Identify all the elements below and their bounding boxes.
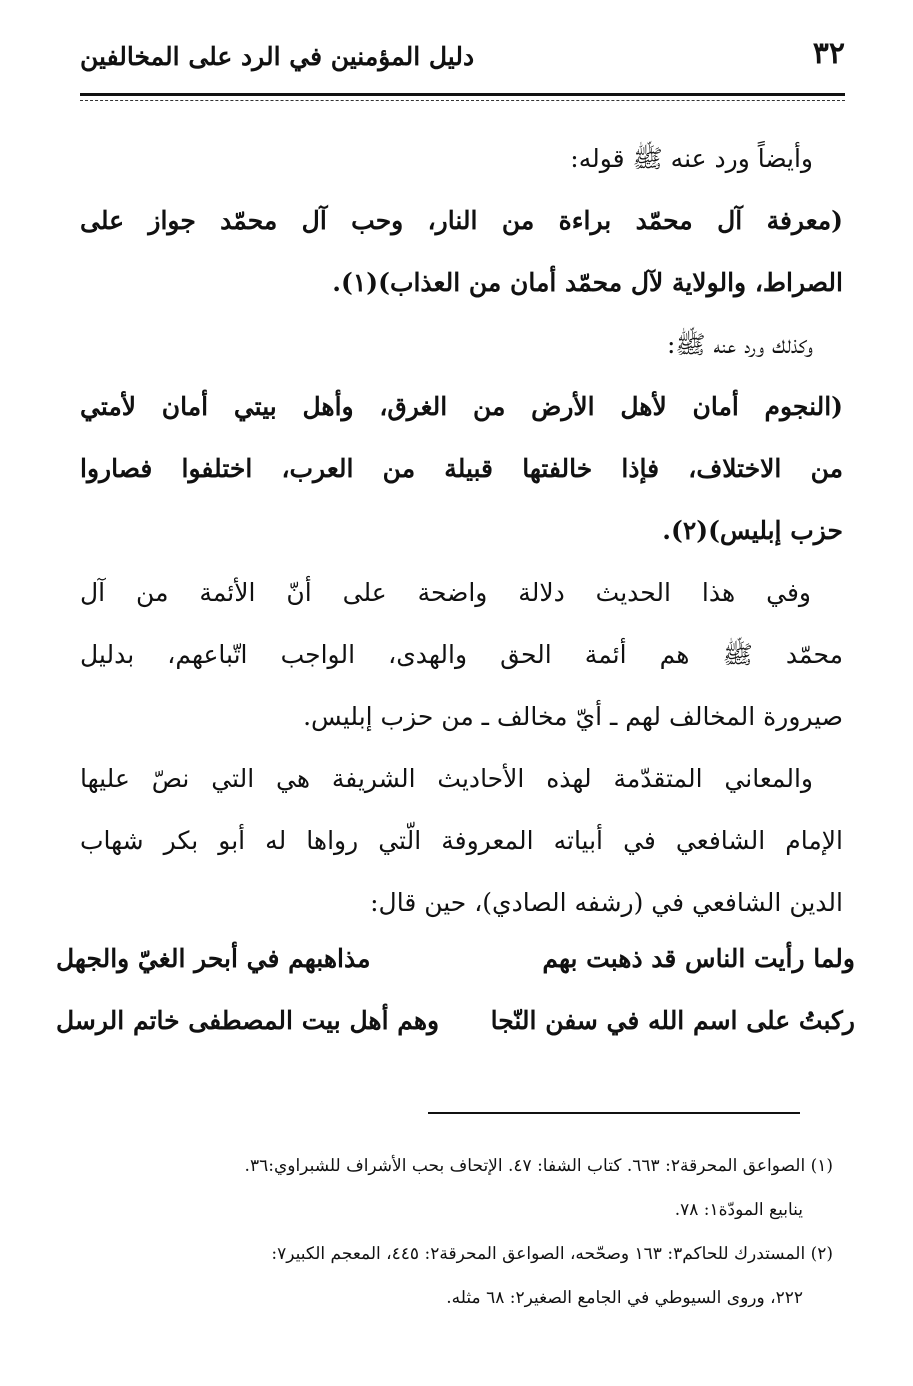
header-dashed-rule [80,100,845,101]
body-text [80,128,843,934]
body-line: وأيضاً ورد عنه ﷺ قوله: [570,144,813,173]
body-line: صيرورة المخالف لهم ـ أيّ مخالف ـ من حزب إبليس. [303,702,843,731]
verse [56,990,855,1052]
hadith-line: حزب إبليس)(٢). [662,516,843,545]
footnote-separator [428,1112,800,1114]
body-line: الدين الشافعي في (رشفه الصادي)، حين قال: [370,888,843,917]
body-line: محمّد ﷺ هم أئمة الحق والهدى، الواجب اتّباعهم، بدليل [80,640,843,669]
footnotes [60,1144,833,1320]
footnote-line: ينابيع المودّة١: ٧٨. [674,1200,803,1220]
footnote-line: ٢٢٢، وروى السيوطي في الجامع الصغير٢: ٦٨ مثله. [446,1288,803,1308]
hadith-line: الصراط، والولاية لآل محمّد أمان من العذاب)(١). [332,268,843,297]
verse-second-hemistich: وهم أهل بيت المصطفى خاتم الرسل [56,1006,440,1035]
poem [56,928,855,1052]
verse [56,928,855,990]
hadith-line: من الاختلاف، فإذا خالفتها قبيلة من العرب، اختلفوا فصاروا [80,454,843,483]
footnote-line: (١) الصواعق المحرقة٢: ٦٦٣. كتاب الشفا: ٤٧. الإتحاف بحب الأشراف للشبراوي:٣٦. [244,1156,833,1176]
page-number: ٣٢ [812,36,845,71]
body-line: الإمام الشافعي في أبياته المعروفة الّتي رواها له أبو بكر شهاب [80,826,843,855]
hadith-line: (النجوم أمان لأهل الأرض من الغرق، وأهل بيتي أمان لأمتي [80,392,843,421]
header-rule [80,93,845,96]
body-line: والمعاني المتقدّمة لهذه الأحاديث الشريفة هي التي نصّ عليها [80,764,813,793]
hadith-line: (معرفة آل محمّد براءة من النار، وحب آل محمّد جواز على [80,206,843,235]
body-line: وفي هذا الحديث دلالة واضحة على أنّ الأئمة من آل [80,578,811,607]
verse-first-hemistich: ركبتُ على اسم الله في سفن النّجا [490,1006,855,1035]
page-header [80,30,845,86]
footnote-line: (٢) المستدرك للحاكم٣: ١٦٣ وصحّحه، الصواعق المحرقة٢: ٤٤٥، المعجم الكبير٧: [271,1244,833,1264]
verse-second-hemistich: مذاهبهم في أبحر الغيّ والجهل [56,944,371,973]
verse-first-hemistich: ولما رأيت الناس قد ذهبت بهم [542,944,855,973]
body-line: وكذلك ورد عنه ﷺ: [666,330,813,359]
running-title: دليل المؤمنين في الرد على المخالفين [80,42,475,71]
